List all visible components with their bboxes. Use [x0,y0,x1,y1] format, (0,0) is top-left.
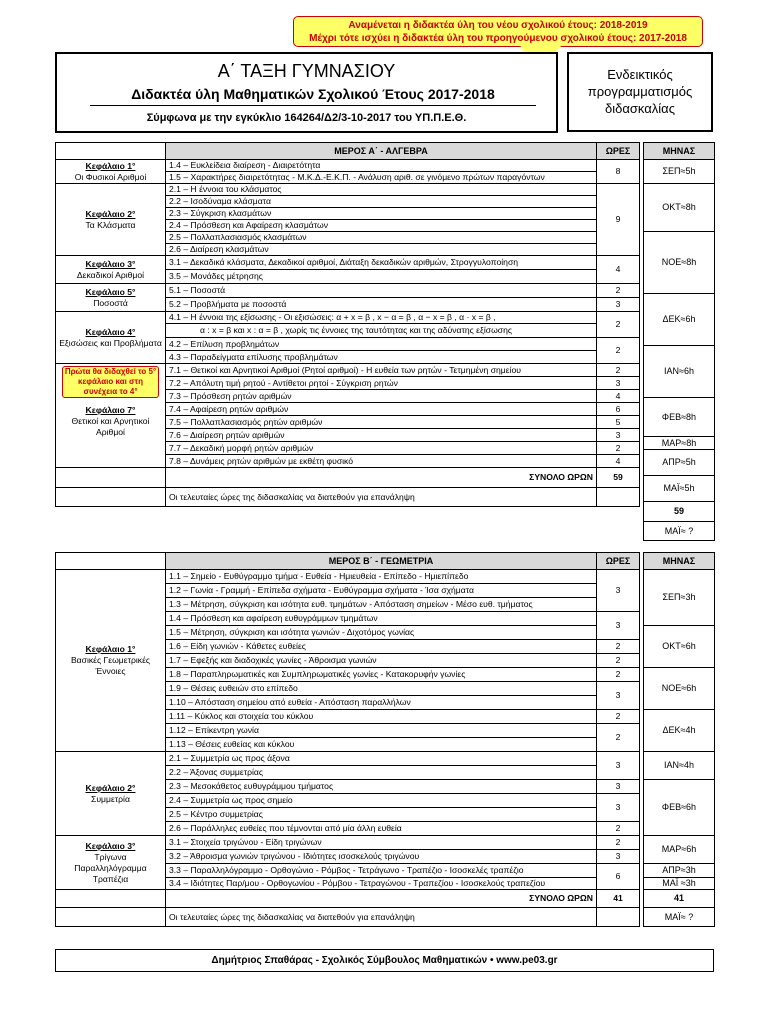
topic-row: 2.3 – Μεσοκάθετος ευθυγράμμου τμήματος [166,780,597,794]
topic-row: 7.1 – Θετικοί και Αρνητικοί Αριθμοί (Ρητοί αριθμοί) - Η ευθεία των ρητών - Τετμημένη σημείου [166,364,597,377]
hours-cell: 2 [597,284,640,298]
topic-row: 7.4 – Αφαίρεση ρητών αριθμών [166,403,597,416]
hours-cell: 3 [597,682,640,710]
topic-row: 2.1 – Συμμετρία ως προς άξονα [166,752,597,766]
hours-cell: 6 [597,403,640,416]
month-cell: ΑΠΡ≈3h [644,864,715,878]
topic-row: 2.2 – Άξονας συμμετρίας [166,766,597,780]
month-cell: ΜΑΪ≈ ? [644,522,715,541]
revision-note: Οι τελευταίες ώρες της διδασκαλίας να διατεθούν για επανάληψη [166,488,597,507]
chapter-number: Κεφάλαιο 3° [85,840,136,851]
month-cell: ΔΕΚ≈4h [644,710,715,752]
hours-cell: 2 [597,710,640,724]
month-total: 59 [644,502,715,522]
topic-row: 3.3 – Παραλληλόγραμμο - Ορθογώνιο - Ρόμβος - Τετράγωνο - Τραπέζιο - Ισοσκελές τραπέζιο [166,864,597,878]
blank-cell [56,488,166,507]
hours-header: ΩΡΕΣ [597,553,640,570]
hours-cell: 3 [597,570,640,612]
hours-cell: 2 [597,724,640,752]
topic-row: 2.5 – Κέντρο συμμετρίας [166,808,597,822]
order-note: Πρώτα θα διδαχθεί το 5° κεφάλαιο και στη συνέχεια το 4° [62,366,159,398]
hours-cell: 5 [597,416,640,429]
topic-row: 1.6 – Είδη γωνιών - Κάθετες ευθείες [166,640,597,654]
chapter-name: Ποσοστά [93,297,128,308]
circular-reference: Σύμφωνα με την εγκύκλιο 164264/Δ2/3-10-2017 του ΥΠ.Π.Ε.Θ. [146,112,467,124]
month-cell: ΜΑΪ≈5h [644,476,715,502]
part-b-title: ΜΕΡΟΣ Β΄ - ΓΕΩΜΕΤΡΙΑ [166,553,597,570]
month-cell: ΙΑΝ≈4h [644,752,715,780]
blank-cell [56,468,166,488]
schedule-heading [567,52,713,132]
month-cell: ΙΑΝ≈6h [644,346,715,398]
month-header: ΜΗΝΑΣ [644,553,715,570]
hours-cell: 2 [597,442,640,455]
topic-row: 7.8 – Δυνάμεις ρητών αριθμών με εκθέτη φυσικό [166,455,597,468]
total-hours: 59 [597,468,640,488]
month-cell: ΑΠΡ≈5h [644,450,715,476]
geometry-month-table [643,552,715,927]
hours-cell: 4 [597,390,640,403]
total-hours: 41 [597,890,640,908]
topic-row: 2.2 – Ισοδύναμα κλάσματα [166,196,597,208]
topic-row: 1.12 – Επίκεντρη γωνία [166,724,597,738]
topic-row: 1.9 – Θέσεις ευθειών στο επίπεδο [166,682,597,696]
topic-row: 3.1 – Δεκαδικά κλάσματα, Δεκαδικοί αριθμοί, Διάταξη δεκαδικών αριθμών, Στρογγυλοποίηση [166,256,597,270]
hours-cell: 6 [597,864,640,890]
blank-cell [56,908,166,927]
month-header: ΜΗΝΑΣ [644,143,715,160]
topic-row: 4.1 – Η έννοια της εξίσωσης - Οι εξισώσεις: α + x = β , x − α = β , α − x = β , α · x = β , [166,312,597,324]
topic-row: 1.2 – Γωνία - Γραμμή - Επίπεδα σχήματα - Ευθύγραμμα σχήματα - Ίσα σχήματα [166,584,597,598]
month-cell: ΦΕΒ≈8h [644,398,715,437]
blank-cell [597,488,640,507]
schedule-line-2: προγραμματισμός [587,84,693,99]
month-cell: ΦΕΒ≈6h [644,780,715,836]
hours-cell: 2 [597,822,640,836]
algebra-month-table [643,142,715,541]
topic-row: 2.4 – Συμμετρία ως προς σημείο [166,794,597,808]
footer-credit: Δημήτριος Σπαθάρας - Σχολικός Σύμβουλος Μαθηματικών • www.pe03.gr [55,949,714,972]
topic-row: 1.10 – Απόσταση σημείου από ευθεία - Απόσταση παραλλήλων [166,696,597,710]
chapter-number: Κεφάλαιο 1° [85,644,136,654]
topic-row: 4.3 – Παραδείγματα επίλυσης προβλημάτων [166,351,597,364]
hours-cell: 8 [597,160,640,184]
hours-cell: 2 [597,654,640,668]
topic-row: 3.1 – Στοιχεία τριγώνου - Είδη τριγώνων [166,836,597,850]
topic-row: 1.4 – Πρόσθεση και αφαίρεση ευθυγράμμων τμημάτων [166,612,597,626]
hours-cell: 2 [597,836,640,850]
blank-cell [56,890,166,908]
geometry-table [55,552,640,927]
hours-cell: 3 [597,429,640,442]
chapter-name: Εξισώσεις και Προβλήματα [59,337,162,348]
hours-cell: 4 [597,455,640,468]
month-cell: ΟΚΤ≈6h [644,626,715,668]
month-cell: ΜΑΡ≈8h [644,437,715,450]
topic-row: 2.6 – Διαίρεση κλασμάτων [166,244,597,256]
hours-cell: 3 [597,298,640,312]
chapter-name: Θετικοί και Αρνητικοί Αριθμοί [71,416,150,437]
total-label: ΣΥΝΟΛΟ ΩΡΩΝ [166,468,597,488]
hours-cell: 3 [597,850,640,864]
topic-row: 2.4 – Πρόσθεση και Αφαίρεση κλασμάτων [166,220,597,232]
hours-header: ΩΡΕΣ [597,143,640,160]
topic-row: 1.5 – Χαρακτήρες διαιρετότητας - Μ.Κ.Δ.-Ε.Κ.Π. - Ανάλυση αριθ. σε γινόμενο πρώτων παραγόντων [166,172,597,184]
chapter-cell [56,836,166,890]
hours-cell: 3 [597,612,640,640]
hours-cell: 2 [597,640,640,654]
blank-cell [56,143,166,160]
chapter-name: Βασικές Γεωμετρικές Έννοιες [70,655,151,676]
hours-cell: 2 [597,338,640,364]
topic-row: 4.2 – Επίλυση προβλημάτων [166,338,597,351]
chapter-number: Κεφάλαιο 7° [85,405,136,415]
topic-row: 5.1 – Ποσοστά [166,284,597,298]
chapter-name: Τα Κλάσματα [85,219,136,230]
chapter-number: Κεφάλαιο 5° [85,286,136,297]
blank-cell [597,908,640,927]
month-cell: ΣΕΠ≈3h [644,570,715,626]
month-total: 41 [644,890,715,908]
topic-row: 3.2 – Άθροισμα γωνιών τριγώνου - Ιδιότητες ισοσκελούς τριγώνου [166,850,597,864]
hours-cell: 3 [597,794,640,822]
month-cell: ΝΟΕ≈8h [644,232,715,294]
topic-row: 1.1 – Σημείο - Ευθύγραμμο τμήμα - Ευθεία - Ημιευθεία - Επίπεδο - Ημιεπίπεδο [166,570,597,584]
notice-line-1: Αναμένεται η διδακτέα ύλη του νέου σχολικού έτους: 2018-2019 [348,20,648,31]
topic-row: 7.3 – Πρόσθεση ρητών αριθμών [166,390,597,403]
chapter-name: Δεκαδικοί Αριθμοί [76,269,145,280]
schedule-line-3: διδασκαλίας [605,101,675,116]
page-title: Α΄ ΤΑΞΗ ΓΥΜΝΑΣΙΟΥ [217,61,396,81]
topic-row: 1.8 – Παραπληρωματικές και Συμπληρωματικές γωνίες - Κατακορυφήν γωνίες [166,668,597,682]
topic-row: 7.6 – Διαίρεση ρητών αριθμών [166,429,597,442]
topic-row: 1.5 – Μέτρηση, σύγκριση και ισότητα γωνιών - Διχοτόμος γωνίας [166,626,597,640]
topic-row: 1.7 – Εφεξής και διαδοχικές γωνίες - Άθροισμα γωνιών [166,654,597,668]
topic-row: 2.1 – Η έννοια του κλάσματος [166,184,597,196]
topic-row: 1.4 – Ευκλείδεια διαίρεση - Διαιρετότητα [166,160,597,172]
chapter-number: Κεφάλαιο 3° [85,258,136,269]
topic-row: 7.5 – Πολλαπλασιασμός ρητών αριθμών [166,416,597,429]
chapter-number: Κεφάλαιο 2° [85,782,136,793]
chapter-name: Συμμετρία [91,793,130,804]
topic-row: 5.2 – Προβλήματα με ποσοστά [166,298,597,312]
month-cell: ΜΑΪ≈ ? [644,908,715,927]
hours-cell: 3 [597,780,640,794]
hours-cell: 2 [597,364,640,377]
part-a-title: ΜΕΡΟΣ Α΄ - ΑΛΓΕΒΡΑ [166,143,597,160]
chapter-cell [56,752,166,836]
chapter-number: Κεφάλαιο 4° [85,326,136,337]
notice-callout [293,16,703,47]
revision-note: Οι τελευταίες ώρες της διδασκαλίας να διατεθούν για επανάληψη [166,908,597,927]
topic-row: 2.5 – Πολλαπλασιασμός κλασμάτων [166,232,597,244]
topic-row: α : x = β και x : α = β , χωρίς τις έννοιες της ταυτότητας και της αδύνατης εξίσωσης [166,324,597,338]
algebra-table [55,142,640,507]
hours-cell: 3 [597,377,640,390]
chapter-cell [56,256,166,284]
total-label: ΣΥΝΟΛΟ ΩΡΩΝ [166,890,597,908]
chapter-name: Οι Φυσικοί Αριθμοί [74,171,147,182]
chapter-name: Τρίγωνα Παραλληλόγραμμα Τραπέζια [74,851,147,884]
topic-row: 2.3 – Σύγκριση κλασμάτων [166,208,597,220]
chapter-cell [56,364,166,468]
chapter-number: Κεφάλαιο 1° [85,160,136,171]
chapter-cell [56,284,166,312]
chapter-cell [56,312,166,364]
topic-row: 1.3 – Μέτρηση, σύγκριση και ισότητα ευθ. τμημάτων - Απόσταση σημείων - Μέσο ευθ. τμήματος [166,598,597,612]
topic-row: 7.2 – Απόλυτη τιμή ρητού - Αντίθετοι ρητοί - Σύγκριση ρητών [166,377,597,390]
month-cell: ΟΚΤ≈8h [644,184,715,232]
topic-row: 1.11 – Κύκλος και στοιχεία του κύκλου [166,710,597,724]
topic-row: 2.6 – Παράλληλες ευθείες που τέμνονται από μία άλλη ευθεία [166,822,597,836]
hours-cell: 4 [597,256,640,284]
hours-cell: 3 [597,752,640,780]
notice-line-2: Μέχρι τότε ισχύει η διδακτέα ύλη του προηγούμενου σχολικού έτους: 2017-2018 [309,33,687,44]
schedule-line-1: Ενδεικτικός [607,67,673,82]
chapter-label [62,405,159,438]
hours-cell: 2 [597,668,640,682]
month-cell: ΔΕΚ≈6h [644,294,715,346]
chapter-cell [56,570,166,752]
topic-row: 1.13 – Θέσεις ευθείας και κύκλου [166,738,597,752]
month-cell: ΜΑΪ ≈3h [644,878,715,890]
chapter-cell [56,160,166,184]
blank-cell [56,553,166,570]
topic-row: 3.5 – Μονάδες μέτρησης [166,270,597,284]
chapter-number: Κεφάλαιο 2° [85,208,136,219]
month-cell: ΝΟΕ≈6h [644,668,715,710]
month-cell: ΣΕΠ≈5h [644,160,715,184]
topic-row: 7.7 – Δεκαδική μορφή ρητών αριθμών [166,442,597,455]
document-header [55,52,558,133]
month-cell: ΜΑΡ≈6h [644,836,715,864]
topic-row: 3.4 – Ιδιότητες Παρ/μου - Ορθογωνίου - Ρόμβου - Τετραγώνου - Τραπεζίου - Ισοσκελούς τραπεζίου [166,878,597,890]
page-subtitle: Διδακτέα ύλη Μαθηματικών Σχολικού Έτους 2017-2018 [90,86,536,106]
chapter-cell [56,184,166,256]
hours-cell: 2 [597,312,640,338]
hours-cell: 9 [597,184,640,256]
